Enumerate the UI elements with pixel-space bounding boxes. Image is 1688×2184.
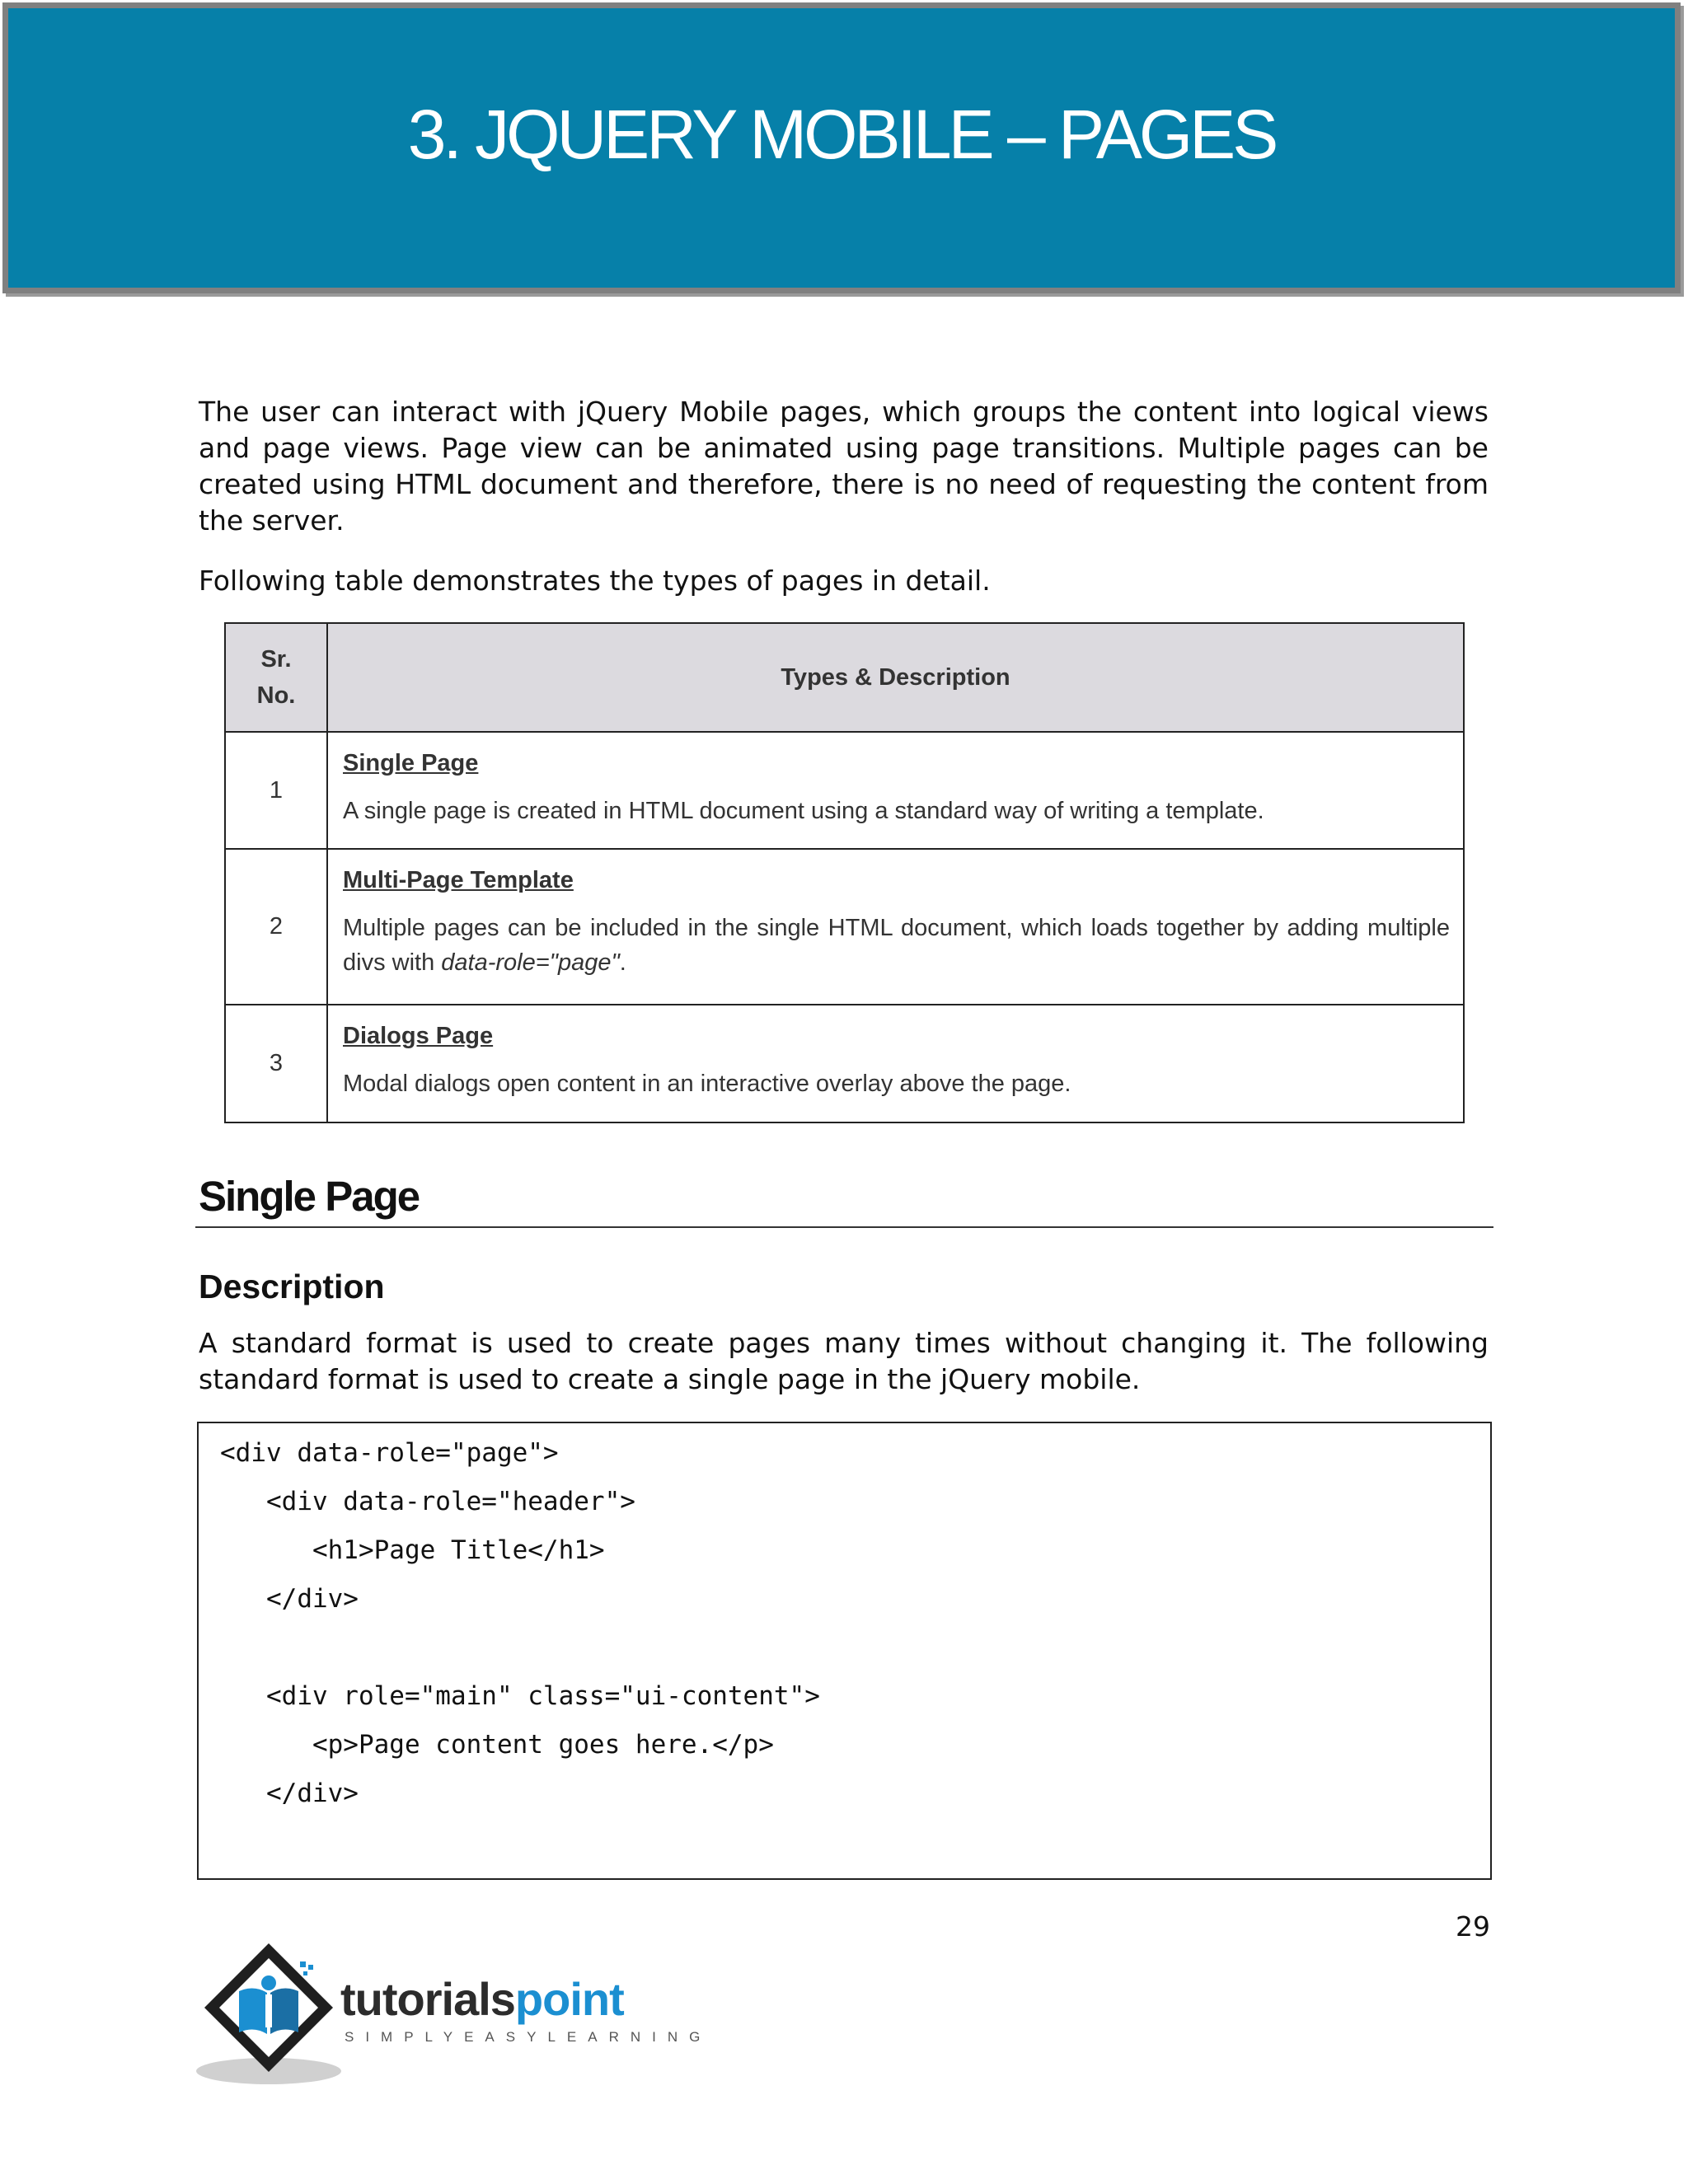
- table-header-row: [225, 623, 1464, 732]
- row-description: [327, 1005, 1464, 1122]
- header-sr-no: [225, 623, 327, 732]
- page-types-table: [224, 622, 1465, 1123]
- row-description: [327, 732, 1464, 849]
- code-line: </div>: [220, 1779, 359, 1808]
- table-row: [225, 1005, 1464, 1122]
- row-text-end: .: [619, 949, 626, 976]
- intro-paragraph: The user can interact with jQuery Mobile pages, which groups the content into logical views and page views. Page view can be animated using page transitions. Multiple pages can be created using HTML document and therefore, there is no need of requesting the content from the server.: [199, 396, 1489, 537]
- header-types-description: Types & Description: [327, 623, 1464, 732]
- table-intro-paragraph: Following table demonstrates the types of pages in detail.: [199, 565, 991, 597]
- row-text-code: data-role="page": [441, 949, 620, 976]
- table-row: [225, 732, 1464, 849]
- page-number: 29: [1456, 1910, 1490, 1943]
- code-block: [197, 1422, 1492, 1880]
- tutorialspoint-logo: [195, 1937, 712, 2093]
- description-heading: Description: [199, 1268, 385, 1305]
- row-number: 3: [225, 1005, 327, 1122]
- section-heading: Single Page: [199, 1173, 420, 1220]
- row-text: Modal dialogs open content in an interactive overlay above the page.: [343, 1071, 1071, 1097]
- row-title: Dialogs Page: [343, 1023, 494, 1049]
- code-line: <div role="main" class="ui-content">: [220, 1681, 820, 1711]
- table-row: [225, 849, 1464, 1005]
- row-text: A single page is created in HTML document using a standard way of writing a template.: [343, 798, 1264, 824]
- header-no-label: No.: [256, 682, 296, 709]
- row-number: 1: [225, 732, 327, 849]
- section-divider: [195, 1226, 1493, 1228]
- row-text-main: Multiple pages can be included in the single HTML document, which loads together by adding multiple divs with: [343, 915, 1450, 976]
- row-text: [343, 911, 1450, 980]
- logo-word-point: point: [514, 1973, 624, 2025]
- description-paragraph: A standard format is used to create pages many times without changing it. The following standard format is used to create a single page in the jQuery mobile.: [199, 1327, 1489, 1395]
- code-line: <div data-role="header">: [220, 1487, 635, 1516]
- code-line: <div data-role="page">: [220, 1438, 559, 1468]
- chapter-title: 3. JQUERY MOBILE – PAGES: [407, 96, 1276, 173]
- logo-tagline: SIMPLYEASYLEARNING: [345, 2029, 712, 2045]
- row-title: Multi-Page Template: [343, 867, 574, 893]
- chapter-banner: [2, 2, 1681, 293]
- row-title: Single Page: [343, 750, 479, 776]
- row-number: 2: [225, 849, 327, 1005]
- logo-word-tutorials: tutorials: [340, 1973, 515, 2025]
- header-sr-label: Sr.: [260, 646, 292, 673]
- logo-wordmark: [340, 1973, 624, 2025]
- logo-emblem-icon: [195, 1937, 343, 2093]
- code-line: <p>Page content goes here.</p>: [220, 1730, 774, 1760]
- code-line: <h1>Page Title</h1>: [220, 1535, 605, 1565]
- row-description: [327, 849, 1464, 1005]
- code-line: </div>: [220, 1584, 359, 1614]
